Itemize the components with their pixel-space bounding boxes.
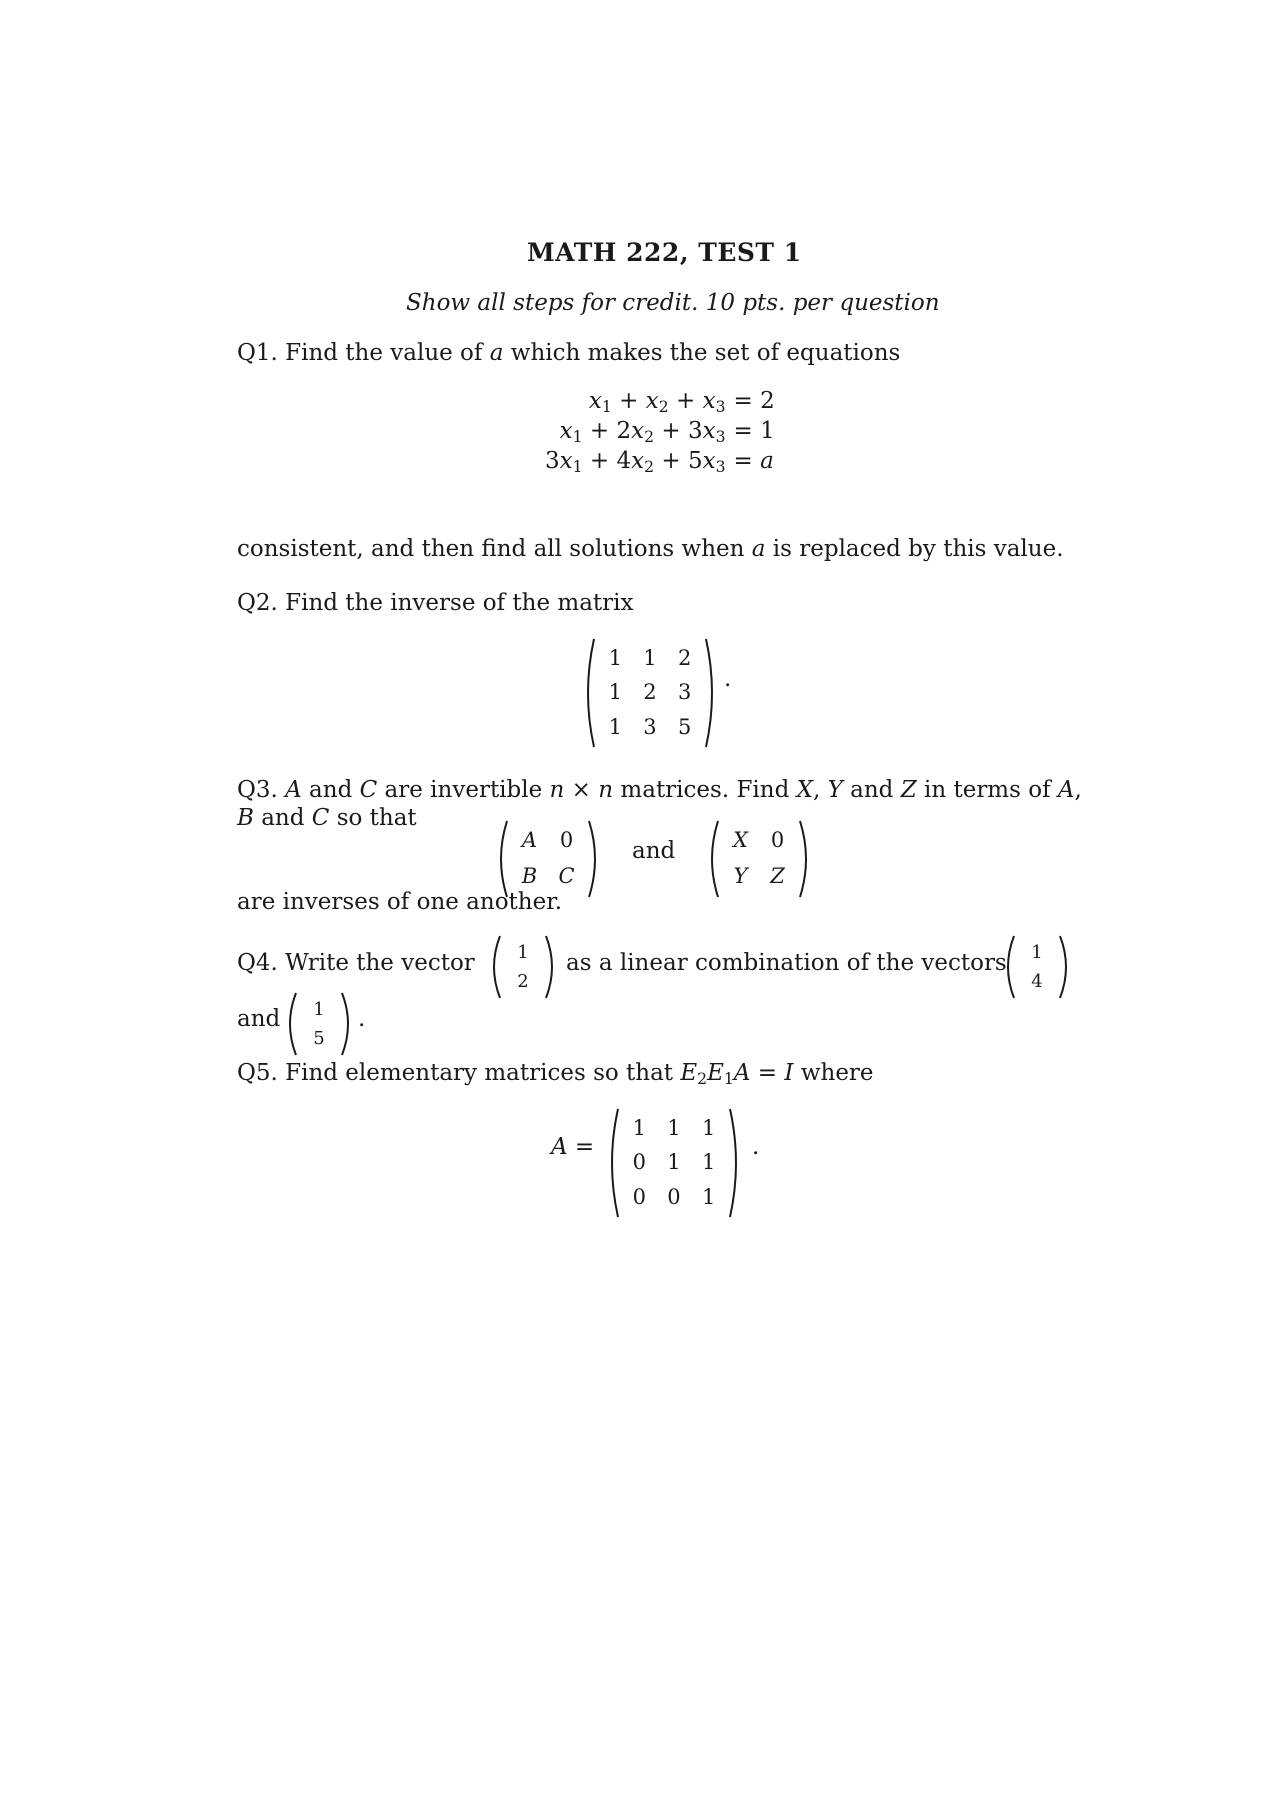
q5-matrix	[604, 1107, 744, 1219]
right-paren	[706, 639, 712, 747]
q5-prompt: Q5. Find elementary matrices so that $E_2E_1A = I$ where	[237, 1060, 874, 1088]
q1-var-a: a	[489, 340, 504, 366]
q1-intro-after: which makes the set of equations	[510, 340, 901, 366]
matrix-cell: 1	[608, 645, 623, 670]
right-paren	[1060, 936, 1066, 998]
q2-prompt: Q2. Find the inverse of the matrix	[237, 590, 634, 616]
q4-text1: Q4. Write the vector	[237, 950, 475, 976]
matrix-cell: 0	[770, 828, 785, 853]
q3-and: and	[632, 838, 676, 864]
matrix-cell: 1	[667, 1115, 681, 1140]
matrix-cell: 1	[701, 1150, 716, 1175]
q1-equation-row: $x_1 + 2x_2 + 3x_3$ = 1	[545, 418, 775, 448]
matrix-cell: 3	[643, 715, 657, 740]
q1-followup: consistent, and then find all solutions when a is replaced by this value.	[237, 536, 1064, 562]
q3-line2: B and C so that	[237, 805, 417, 831]
left-paren	[712, 821, 718, 897]
matrix-cell: 2	[643, 680, 657, 705]
q1-equation-system	[545, 388, 775, 478]
q3-line1: Q3. A and C are invertible n × n matrices. Find X, Y and Z in terms of A,	[237, 777, 1082, 803]
q4-vector-3	[282, 991, 356, 1057]
matrix-cell: B	[521, 864, 538, 889]
matrix-cell: 1	[701, 1185, 716, 1210]
q2-matrix	[580, 637, 720, 749]
right-paren	[546, 936, 552, 998]
matrix-cell: 4	[1031, 970, 1043, 992]
q3-after: are inverses of one another.	[237, 889, 562, 915]
q4-vector-2	[1000, 934, 1074, 1000]
matrix-cell: Z	[770, 864, 785, 889]
matrix-cell: 3	[677, 680, 692, 705]
matrix-cell: 1	[632, 1115, 647, 1140]
matrix-cell: 1	[313, 998, 325, 1020]
q1-prompt	[237, 340, 900, 366]
left-paren	[612, 1109, 618, 1217]
q1-equation-row: $3x_1 + 4x_2 + 5x_3$ = a	[545, 448, 775, 478]
q1-eq3-rhs: a	[760, 448, 774, 474]
q1-eq2-lhs: $x_1 + 2x_2 + 3x_3$	[559, 418, 726, 446]
q1-eq1-lhs: $x_1 + x_2 + x_3$	[588, 388, 726, 416]
instructions: Show all steps for credit. 10 pts. per question	[406, 290, 940, 316]
matrix-cell: 1	[517, 941, 529, 963]
page-title: MATH 222, TEST 1	[527, 238, 802, 267]
matrix-cell: 1	[667, 1150, 681, 1175]
matrix-cell: 5	[313, 1027, 325, 1049]
q3-matrix-1	[493, 819, 603, 899]
left-paren	[1008, 936, 1014, 998]
matrix-cell: 2	[677, 645, 692, 670]
q5-lhs: A =	[551, 1134, 595, 1160]
matrix-cell: 0	[559, 828, 574, 853]
matrix-cell: 1	[701, 1115, 716, 1140]
q1-eq2-rhs: 1	[760, 418, 775, 444]
q2-label: Q2.	[237, 590, 278, 616]
left-paren	[588, 639, 594, 747]
matrix-cell: 1	[643, 645, 657, 670]
left-paren	[290, 993, 296, 1055]
matrix-cell: 1	[1031, 941, 1043, 963]
q1-var-a-2: a	[751, 536, 766, 562]
matrix-cell: 1	[608, 680, 623, 705]
matrix-cell: 0	[632, 1185, 647, 1210]
q1-label: Q1.	[237, 340, 278, 366]
matrix-cell: 0	[632, 1150, 647, 1175]
q3-matrix-2	[704, 819, 814, 899]
q4-and: and	[237, 1006, 281, 1032]
q5-period: .	[752, 1134, 760, 1160]
q4-text2: as a linear combination of the vectors	[566, 950, 1007, 976]
right-paren	[730, 1109, 736, 1217]
q1-eq3-lhs: $3x_1 + 4x_2 + 5x_3$	[545, 448, 726, 476]
matrix-cell: 5	[677, 715, 692, 740]
matrix-cell: Y	[733, 864, 748, 889]
q1-equation-row: $x_1 + x_2 + x_3$ = 2	[545, 388, 775, 418]
left-paren	[494, 936, 500, 998]
right-paren	[589, 821, 595, 897]
matrix-cell: X	[733, 828, 748, 853]
left-paren	[501, 821, 507, 897]
matrix-cell: 2	[517, 970, 529, 992]
q2-period: .	[724, 666, 732, 692]
matrix-cell: 0	[667, 1185, 681, 1210]
q1-intro-before: Find the value of	[285, 340, 483, 366]
matrix-cell: 1	[608, 715, 623, 740]
matrix-cell: A	[521, 828, 538, 853]
matrix-cell: C	[558, 864, 575, 889]
right-paren	[800, 821, 806, 897]
q4-period: .	[358, 1006, 366, 1032]
q1-eq1-rhs: 2	[760, 388, 775, 414]
right-paren	[342, 993, 348, 1055]
q4-vector-1	[486, 934, 560, 1000]
